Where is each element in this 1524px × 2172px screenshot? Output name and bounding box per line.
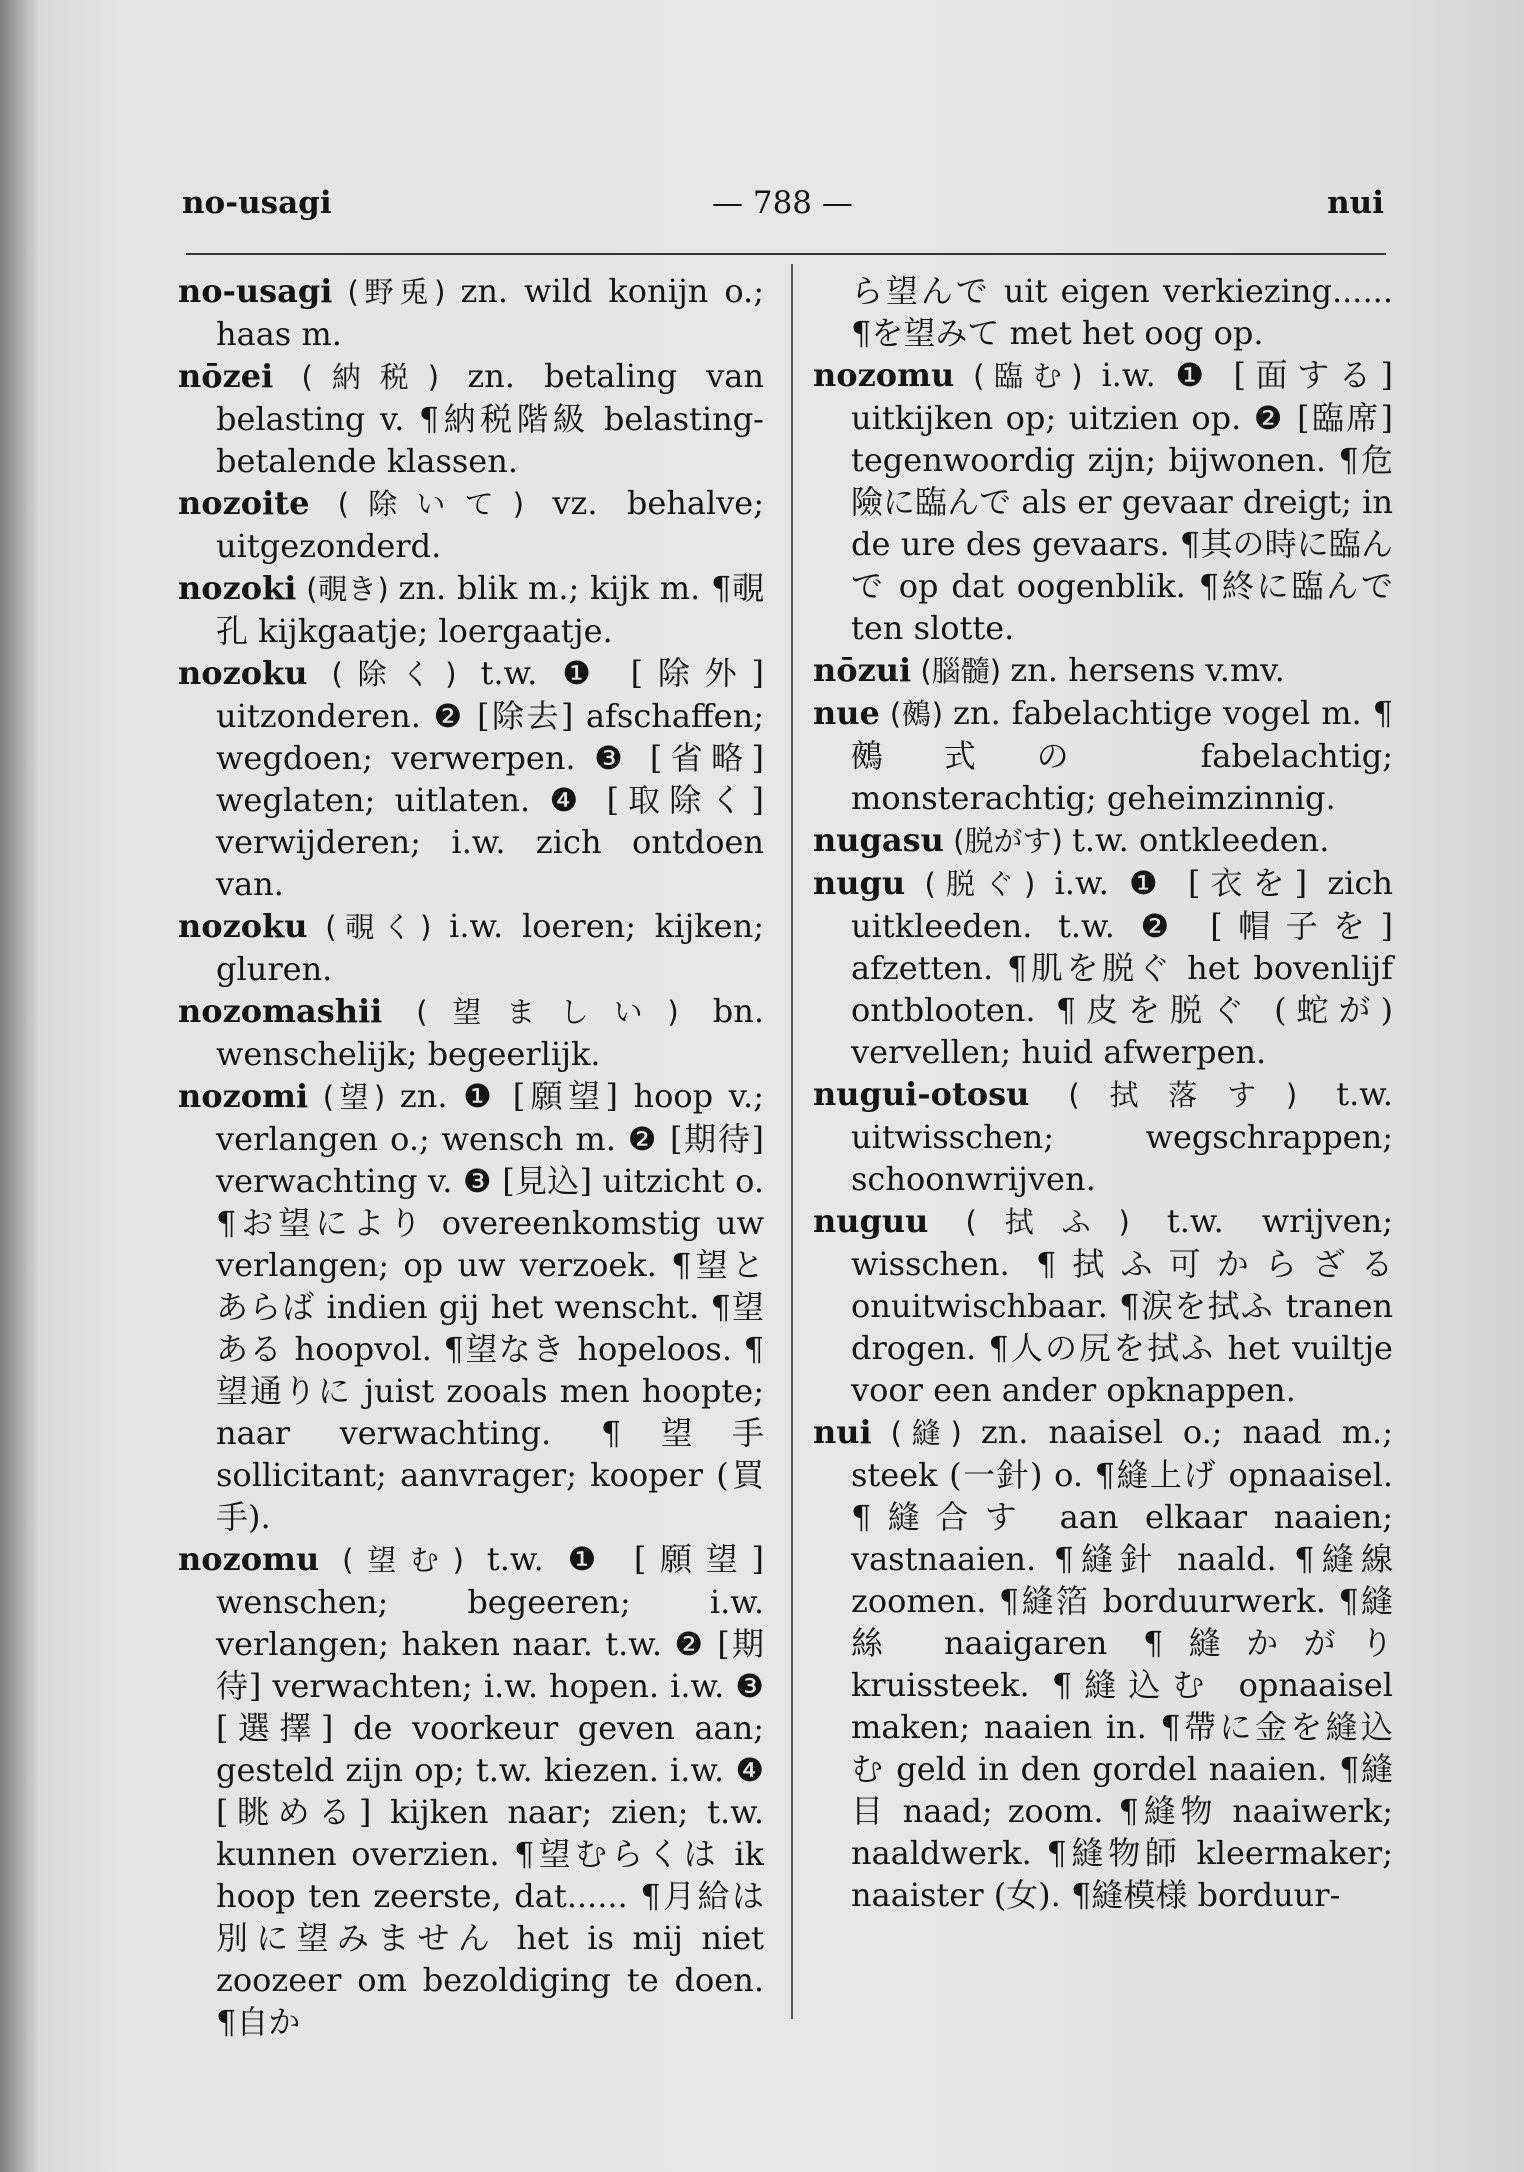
dictionary-entry xyxy=(813,354,1393,649)
entry-kanji: (臨む) xyxy=(954,359,1102,393)
entry-headword: nuguu xyxy=(813,1202,929,1240)
dictionary-entry xyxy=(813,819,1393,862)
entry-headword: nōzui xyxy=(813,651,912,689)
entry-definition: zn. ❶ [願望] hoop v.; verlangen o.; wensch m. ❷ [期待] verwachting v. ❸ [見込] uitzicht o. ¶お望により overeenkomstig uw verlangen; op uw verzoek. ¶望とあらば indien gij het wenscht. ¶望ある hoopvol. ¶望なき hopeloos. ¶望通りに juist zooals men hoopte; naar verwachting. ¶望手 sollicitant; aanvrager; kooper (買手). xyxy=(216,1077,764,1536)
entry-definition: t.w. uitwisschen; wegschrappen; schoonwrijven. xyxy=(851,1075,1393,1198)
entry-kanji: (納税) xyxy=(273,360,468,394)
entry-headword: nozomashii xyxy=(178,992,383,1030)
entry-definition: ら望んで uit eigen verkiezing...... ¶を望みて met het oog op. xyxy=(851,272,1393,352)
dictionary-entry xyxy=(178,270,764,355)
entry-headword: nue xyxy=(813,694,880,732)
dictionary-entry xyxy=(178,652,764,905)
entry-kanji: (拭落す) xyxy=(1029,1078,1337,1112)
entry-headword: nozoku xyxy=(178,907,308,945)
header-right-guide-word: nui xyxy=(1327,185,1384,221)
column-divider xyxy=(791,264,793,2019)
entry-kanji: (望ましい) xyxy=(382,995,713,1029)
dictionary-entry xyxy=(813,1411,1393,1916)
dictionary-entry xyxy=(813,1200,1393,1411)
right-column xyxy=(813,270,1393,1916)
entry-headword: nozoku xyxy=(178,654,308,692)
entry-definition: zn. fabelachtige vogel m. ¶鵺式の fabelachtig; monsterachtig; geheimzinnig. xyxy=(851,694,1393,817)
entry-definition: t.w. ❶ [除外] uitzonderen. ❷ [除去] afschaffen; wegdoen; verwerpen. ❸ [省略] weglaten; uitlaten. ❹ [取除く] verwijderen; i.w. zich ontdoen van. xyxy=(216,654,764,903)
entry-definition: t.w. wrijven; wisschen. ¶拭ふ可からざる onuitwischbaar. ¶涙を拭ふ tranen drogen. ¶人の尻を拭ふ het vuiltje voor een ander opknappen. xyxy=(851,1202,1393,1409)
entry-kanji: (脱ぐ) xyxy=(905,867,1055,901)
entry-headword: nugui-otosu xyxy=(813,1075,1030,1113)
entry-definition: vz. behalve; uitgezonderd. xyxy=(216,484,764,565)
entry-definition: t.w. ❶ [願望] wenschen; begeeren; i.w. verlangen; haken naar. t.w. ❷ [期待] verwachten; i.w. hopen. i.w. ❸ [選擇] de voorkeur geven aan; gesteld zijn op; t.w. kiezen. i.w. ❹ [眺める] kijken naar; zien; t.w. kunnen overzien. ¶望むらくは ik hoop ten zeerste, dat...... ¶月給は別に望みません het is mij niet zoozeer om bezoldiging te doen. ¶自か xyxy=(216,1540,764,2041)
entry-definition: i.w. ❶ [面する] uitkijken op; uitzien op. ❷ [臨席] tegenwoordig zijn; bijwonen. ¶危險に臨んで als er gevaar dreigt; in de ure des gevaars. ¶其の時に臨んで op dat oogenblik. ¶終に臨んで ten slotte. xyxy=(851,356,1393,647)
entry-definition: zn. blik m.; kijk m. ¶覗孔 kijkgaatje; loergaatje. xyxy=(216,569,764,650)
entry-definition: zn. wild konijn o.; haas m. xyxy=(216,272,765,353)
entry-headword: nugu xyxy=(813,864,906,902)
page-header xyxy=(182,185,1384,225)
entry-headword: nozomu xyxy=(178,1540,320,1578)
entry-definition: bn. wenschelijk; begeerlijk. xyxy=(216,992,764,1073)
entry-kanji: (覗き) xyxy=(296,572,399,606)
left-column xyxy=(178,270,764,2043)
entry-definition: zn. betaling van belasting v. ¶納税階級 belasting-betalende klassen. xyxy=(216,357,764,480)
dictionary-entry xyxy=(178,990,764,1075)
entry-headword: no-usagi xyxy=(178,272,333,310)
header-left-guide-word: no-usagi xyxy=(182,185,332,221)
dictionary-entry xyxy=(813,862,1393,1073)
entry-kanji: (鵺) xyxy=(879,697,954,731)
dictionary-entry xyxy=(178,567,764,652)
entry-kanji: (野兎) xyxy=(332,275,461,309)
entry-definition: t.w. ontkleeden. xyxy=(1072,821,1330,859)
entry-headword: nozoki xyxy=(178,569,297,607)
entry-headword: nōzei xyxy=(178,357,274,395)
entry-definition: zn. naaisel o.; naad m.; steek (一針) o. ¶縫上げ opnaaisel. ¶縫合す aan elkaar naaien; vastnaaien. ¶縫針 naald. ¶縫線 zoomen. ¶縫箔 borduurwerk. ¶縫絲 naaigaren ¶縫かがり kruissteek. ¶縫込む opnaaisel maken; naaien in. ¶帶に金を縫込む geld in den gordel naaien. ¶縫目 naad; zoom. ¶縫物 naaiwerk; naaldwerk. ¶縫物師 kleermaker; naaister (女). ¶縫模様 borduur- xyxy=(851,1413,1393,1914)
dictionary-entry xyxy=(178,1538,764,2043)
dictionary-entry xyxy=(813,270,1393,354)
entry-definition: i.w. loeren; kijken; gluren. xyxy=(216,907,764,988)
entry-kanji: (望) xyxy=(308,1080,400,1114)
page-number: — 788 — xyxy=(712,185,853,221)
entry-definition: zn. hersens v.mv. xyxy=(1010,651,1285,689)
entry-kanji: (除く) xyxy=(307,657,481,691)
entry-headword: nozomu xyxy=(813,356,955,394)
entry-headword: nui xyxy=(813,1413,872,1451)
entry-headword: nozoite xyxy=(178,484,310,522)
entry-kanji: (拭ふ) xyxy=(928,1205,1167,1239)
entry-kanji: (腦髓) xyxy=(911,654,1011,688)
dictionary-entry xyxy=(178,1075,764,1538)
entry-kanji: (脱がす) xyxy=(943,824,1072,858)
header-rule xyxy=(186,253,1386,255)
entry-headword: nozomi xyxy=(178,1077,309,1115)
entry-kanji: (除いて) xyxy=(309,487,553,521)
dictionary-entry xyxy=(178,482,764,567)
entry-headword: nugasu xyxy=(813,821,944,859)
entry-definition: i.w. ❶ [衣を] zich uitkleeden. t.w. ❷ [帽子を] afzetten. ¶肌を脱ぐ het bovenlijf ontblooten. ¶皮を脱ぐ (蛇が) vervellen; huid afwerpen. xyxy=(851,864,1393,1071)
dictionary-entry xyxy=(178,355,764,482)
dictionary-entry xyxy=(813,649,1393,692)
dictionary-entry xyxy=(178,905,764,990)
dictionary-entry xyxy=(813,692,1393,819)
entry-kanji: (覗く) xyxy=(307,910,450,944)
entry-kanji: (望む) xyxy=(319,1543,487,1577)
entry-kanji: (縫) xyxy=(871,1416,981,1450)
dictionary-entry xyxy=(813,1073,1393,1200)
